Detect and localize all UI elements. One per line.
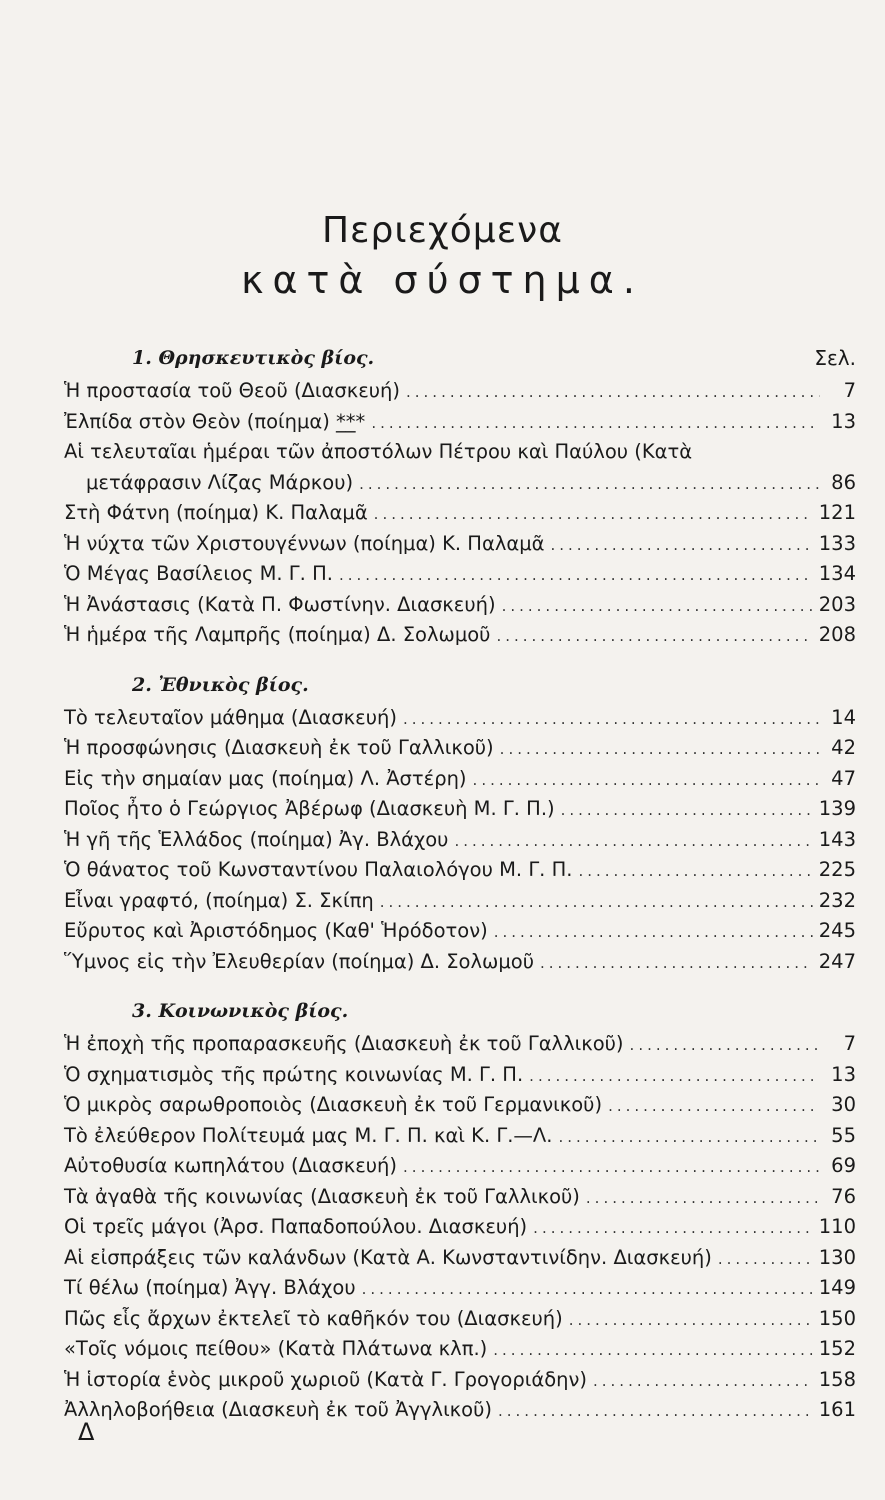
toc-entry: [64, 407, 856, 438]
toc-entry-page: 55: [831, 1123, 856, 1147]
toc-entry: [64, 764, 856, 795]
toc-entry-page: 7: [843, 1032, 856, 1055]
signature-mark: Δ: [78, 1418, 95, 1446]
toc-entry: [64, 559, 856, 590]
toc-entry: [64, 1212, 856, 1243]
section-gap: [64, 651, 856, 667]
toc-entry: [64, 1334, 856, 1365]
toc-entry: [64, 1395, 856, 1426]
toc-entry: [64, 794, 856, 825]
dot-leader: [380, 887, 813, 918]
dot-leader: [593, 1366, 813, 1397]
toc-entry-title: Ἡ προσφώνησις (Διασκευὴ ἐκ τοῦ Γαλλικοῦ): [64, 736, 494, 759]
toc-entry-title: Εἰς τὴν σημαίαν μας (ποίημα) Λ. Ἀστέρη): [64, 766, 467, 790]
dot-leader: [540, 948, 813, 979]
dot-leader: [374, 499, 813, 530]
dot-leader: [454, 826, 812, 857]
dot-leader: [403, 1152, 820, 1183]
toc-entry-page: 143: [818, 827, 856, 851]
toc-entry-page: 42: [831, 736, 856, 759]
toc-entry-title: Ἡ Ἀνάστασις (Κατὰ Π. Φωστίνην. Διασκευή): [64, 592, 496, 616]
toc-entry-title: Στὴ Φάτνη (ποίημα) Κ. Παλαμᾶ: [64, 501, 368, 524]
dot-leader: [529, 1061, 820, 1092]
toc-entry-title: Ὁ σχηματισμὸς τῆς πρώτης κοινωνίας Μ. Γ. Π.: [64, 1062, 524, 1086]
toc-entry-page: 149: [818, 1276, 856, 1299]
toc-entry-page: 30: [831, 1093, 856, 1116]
dot-leader: [630, 1030, 820, 1061]
section-heading: [64, 340, 856, 376]
toc-entry-page: 247: [818, 949, 856, 973]
toc-entry-title: Τί θέλω (ποίημα) Ἀγγ. Βλάχου: [64, 1276, 356, 1299]
page-column-label: Σελ.: [814, 346, 856, 370]
toc-entry: [64, 1029, 856, 1060]
dot-leader: [502, 591, 813, 622]
section-heading: [64, 993, 856, 1029]
toc-entry-title: «Τοῖς νόμοις πείθου» (Κατὰ Πλάτωνα κλπ.): [64, 1337, 488, 1360]
toc-entry-title: Εἶναι γραφτό, (ποίημα) Σ. Σκίπη: [64, 888, 374, 912]
toc-entry: [64, 1365, 856, 1396]
section-gap: [64, 977, 856, 993]
section-heading-text: 3. Κοινωνικὸς βίος.: [132, 1000, 349, 1022]
toc-entry-title: Ἡ νύχτα τῶν Χριστουγέννων (ποίημα) Κ. Παλαμᾶ: [64, 531, 545, 555]
toc-entry-page: 86: [831, 470, 856, 494]
section-heading: [64, 667, 856, 703]
toc-entry-title: Ἡ ἡμέρα τῆς Λαμπρῆς (ποίημα) Δ. Σολωμοῦ: [64, 623, 491, 646]
toc-entry: [64, 1243, 856, 1274]
dot-leader: [718, 1244, 813, 1275]
toc-entry-title: Αὐτοθυσία κωπηλάτου (Διασκευή): [64, 1154, 398, 1177]
section-heading-text: 2. Ἐθνικὸς βίος.: [132, 673, 309, 696]
toc-entry-title: Ὁ μικρὸς σαρωθροποιὸς (Διασκευὴ ἐκ τοῦ Γερμανικοῦ): [64, 1093, 603, 1116]
dot-leader: [473, 765, 820, 796]
toc-entry-title: Ἡ γῆ τῆς Ἑλλάδος (ποίημα) Ἀγ. Βλάχου: [64, 827, 449, 851]
toc-entry-page: 203: [818, 592, 856, 616]
toc-entry: [64, 376, 856, 407]
toc-entry-page: 7: [843, 379, 856, 402]
dot-leader: [494, 917, 813, 948]
toc-entry: [64, 620, 856, 651]
toc-entry-title: Αἱ τελευταῖαι ἡμέραι τῶν ἀποστόλων Πέτρου καὶ Παύλου (Κατὰ: [64, 440, 693, 463]
dot-leader: [500, 734, 820, 765]
toc-entry-page: 150: [818, 1306, 856, 1330]
toc-entry: [64, 1060, 856, 1091]
toc-entry-title: Πῶς εἷς ἄρχων ἐκτελεῖ τὸ καθῆκόν του (Διασκευή): [64, 1306, 563, 1330]
toc-entry-title: Ἐλπίδα στὸν Θεὸν (ποίημα) *̲*̲*: [64, 409, 366, 433]
toc-entry: [64, 916, 856, 947]
dot-leader: [533, 1213, 813, 1244]
toc-entry: [64, 498, 856, 529]
dot-leader: [371, 408, 820, 439]
toc-entry-page: 225: [818, 858, 856, 881]
toc-entry-page: 110: [818, 1215, 856, 1238]
toc-entry-title: Οἱ τρεῖς μάγοι (Ἀρσ. Παπαδοπούλου. Διασκευή): [64, 1215, 528, 1238]
page-subtitle: κατὰ σύστημα.: [241, 258, 644, 302]
toc-entry-title: Τὸ ἐλεύθερον Πολίτευμά μας Μ. Γ. Π. καὶ Κ. Γ.—Λ.: [64, 1123, 553, 1147]
toc-entry-page: 161: [818, 1398, 856, 1421]
toc-entry-title: Ὁ Μέγας Βασίλειος Μ. Γ. Π.: [64, 562, 333, 585]
toc-entry: [64, 855, 856, 886]
toc-entry-page: 158: [818, 1367, 856, 1391]
toc-entry-page: 13: [831, 409, 856, 433]
toc-entry-title: Τὰ ἀγαθὰ τῆς κοινωνίας (Διασκευὴ ἐκ τοῦ Γαλλικοῦ): [64, 1184, 580, 1208]
toc-entry-page: 152: [818, 1337, 856, 1360]
toc-entry-title: Ὕμνος εἰς τὴν Ἐλευθερίαν (ποίημα) Δ. Σολωμοῦ: [64, 949, 534, 973]
page-title: Περιεχόμενα: [321, 210, 564, 251]
dot-leader: [493, 1335, 813, 1366]
toc-entry-title: Ὁ θάνατος τοῦ Κωνσταντίνου Παλαιολόγου Μ. Γ. Π.: [64, 858, 573, 881]
toc-entry-page: 13: [831, 1062, 856, 1086]
toc-entry: [64, 733, 856, 764]
toc-entry: [64, 468, 856, 499]
dot-leader: [496, 621, 812, 652]
dot-leader: [550, 530, 812, 561]
toc-entry-title: Ἡ προστασία τοῦ Θεοῦ (Διασκευή): [64, 379, 400, 402]
toc-entry-page: 232: [818, 888, 856, 912]
toc-entry: [64, 1273, 856, 1304]
toc-entry-page: 133: [818, 531, 856, 555]
toc-entry-title: Τὸ τελευταῖον μάθημα (Διασκευή): [64, 705, 397, 729]
dot-leader: [578, 856, 812, 887]
toc-entry: [64, 1304, 856, 1335]
dot-leader: [558, 1122, 820, 1153]
dot-leader: [498, 1396, 813, 1427]
toc-entry: [64, 886, 856, 917]
toc-entry-page: 208: [818, 623, 856, 646]
toc-entry-page: 245: [818, 919, 856, 942]
toc-entry-title: Αἱ εἰσπράξεις τῶν καλάνδων (Κατὰ Α. Κωνσταντινίδην. Διασκευή): [64, 1245, 712, 1269]
toc-entry-page: 130: [818, 1245, 856, 1269]
dot-leader: [406, 377, 820, 408]
dot-leader: [403, 704, 820, 735]
toc-entry-title: μετάφρασιν Λίζας Μάρκου): [86, 470, 354, 494]
toc-entry-page: 47: [831, 766, 856, 790]
toc-entry: [64, 1151, 856, 1182]
toc-entry-title: Ἡ ἐποχὴ τῆς προπαρασκευῆς (Διασκευὴ ἐκ τοῦ Γαλλικοῦ): [64, 1032, 624, 1055]
dot-leader: [608, 1091, 820, 1122]
toc-entry-page: 76: [831, 1184, 856, 1208]
toc-entry: [64, 825, 856, 856]
dot-leader: [561, 795, 813, 826]
dot-leader: [339, 560, 813, 591]
section-heading-text: 1. Θρησκευτικὸς βίος.: [132, 347, 375, 369]
toc-entry-title: Εὔρυτος καὶ Ἀριστόδημος (Καθ' Ἡρόδοτον): [64, 919, 488, 942]
dot-leader: [586, 1183, 820, 1214]
toc-entry-page: 121: [818, 501, 856, 524]
toc-entry: [64, 703, 856, 734]
toc-entry: [64, 1182, 856, 1213]
dot-leader: [362, 1274, 813, 1305]
toc-entry: [64, 590, 856, 621]
toc-entry-page: 69: [831, 1154, 856, 1177]
toc-entry-title: Ἡ ἱστορία ἑνὸς μικροῦ χωριοῦ (Κατὰ Γ. Γρογοριάδην): [64, 1367, 587, 1391]
table-of-contents: [64, 340, 856, 1426]
toc-entry: [64, 437, 856, 468]
dot-leader: [359, 469, 820, 500]
toc-entry: [64, 529, 856, 560]
toc-entry-title: Ποῖος ἦτο ὁ Γεώργιος Ἀβέρωφ (Διασκευὴ Μ. Γ. Π.): [64, 797, 555, 820]
toc-entry-title: Ἀλληλοβοήθεια (Διασκευὴ ἐκ τοῦ Ἀγγλικοῦ): [64, 1398, 492, 1421]
toc-entry-page: 139: [818, 797, 856, 820]
dot-leader: [569, 1305, 813, 1336]
toc-entry: [64, 947, 856, 978]
toc-entry-page: 134: [818, 562, 856, 585]
toc-entry: [64, 1090, 856, 1121]
toc-entry: [64, 1121, 856, 1152]
toc-entry-page: 14: [831, 705, 856, 729]
